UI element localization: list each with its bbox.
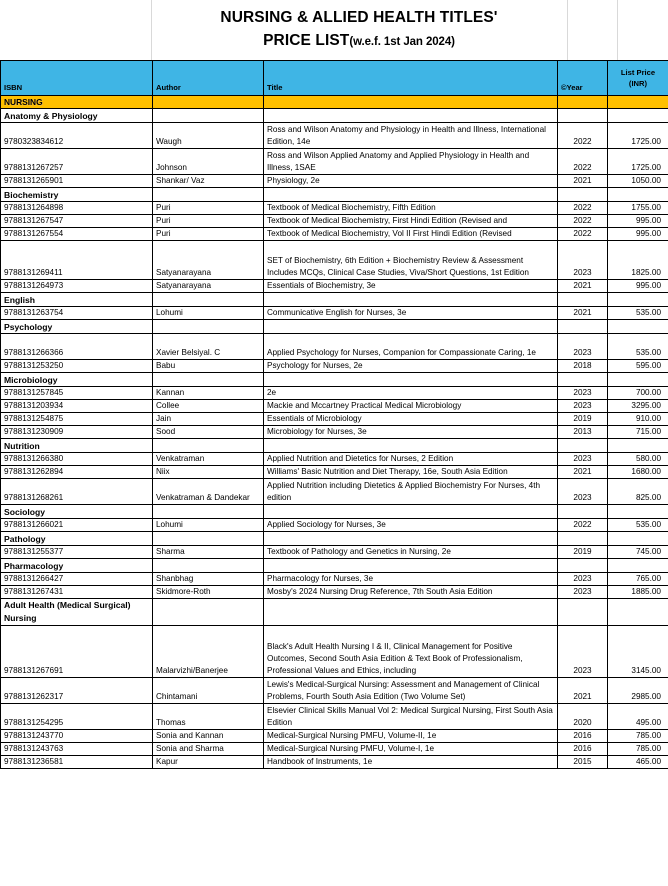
table-body	[1, 96, 668, 769]
row-cell-isbn: 9788131268261	[1, 479, 153, 505]
row-cell-author: Malarvizhi/Banerjee	[153, 626, 264, 678]
category-cell-price	[608, 373, 668, 387]
category-cell-price	[608, 188, 668, 202]
row-cell-year: 2019	[558, 413, 608, 426]
row-cell-year: 2023	[558, 573, 608, 586]
row-cell-price: 700.00	[608, 387, 668, 400]
table-row	[1, 426, 668, 439]
row-cell-price: 3295.00	[608, 400, 668, 413]
table-row	[1, 519, 668, 532]
category-cell-year	[558, 109, 608, 123]
category-label: Adult Health (Medical Surgical) Nursing	[1, 599, 153, 626]
row-cell-author: Puri	[153, 215, 264, 228]
row-cell-year: 2022	[558, 202, 608, 215]
row-cell-price: 3145.00	[608, 626, 668, 678]
row-cell-year: 2022	[558, 123, 608, 149]
row-cell-year: 2022	[558, 149, 608, 175]
row-cell-year: 2021	[558, 466, 608, 479]
category-cell-year	[558, 532, 608, 546]
row-cell-price: 995.00	[608, 280, 668, 293]
category-label: Biochemistry	[1, 188, 153, 202]
row-cell-title: Mosby's 2024 Nursing Drug Reference, 7th South Asia Edition	[264, 586, 558, 599]
row-cell-title: SET of Biochemistry, 6th Edition + Biochemistry Review & Assessment Includes MCQs, Clinical Case Studies, Viva/Short Questions, 1st Edition	[264, 241, 558, 280]
row-cell-author: Sonia and Kannan	[153, 730, 264, 743]
table-row	[1, 704, 668, 730]
row-cell-year: 2023	[558, 387, 608, 400]
row-cell-year: 2022	[558, 228, 608, 241]
row-cell-title: Applied Nutrition and Dietetics for Nurses, 2 Edition	[264, 453, 558, 466]
row-cell-isbn: 9788131267431	[1, 586, 153, 599]
row-cell-isbn: 9788131253250	[1, 360, 153, 373]
table-row	[1, 280, 668, 293]
category-cell-title	[264, 559, 558, 573]
category-cell-year	[558, 599, 608, 626]
row-cell-isbn: 9788131243770	[1, 730, 153, 743]
row-cell-year: 2023	[558, 400, 608, 413]
banner-label: NURSING	[1, 96, 153, 109]
category-cell-author	[153, 505, 264, 519]
table-row	[1, 573, 668, 586]
row-cell-isbn: 9788131236581	[1, 756, 153, 769]
table-row	[1, 123, 668, 149]
category-cell-title	[264, 439, 558, 453]
page-title-effective-date: (w.e.f. 1st Jan 2024)	[349, 36, 455, 48]
row-cell-price: 535.00	[608, 307, 668, 320]
row-cell-isbn: 9780323834612	[1, 123, 153, 149]
row-cell-title: Microbiology for Nurses, 3e	[264, 426, 558, 439]
row-cell-author: Xavier Belsiyal. C	[153, 334, 264, 360]
category-row	[1, 532, 668, 546]
column-header-isbn[interactable]: ISBN	[1, 61, 153, 96]
row-cell-price: 1755.00	[608, 202, 668, 215]
row-cell-title: Williams' Basic Nutrition and Diet Therapy, 16e, South Asia Edition	[264, 466, 558, 479]
row-cell-author: Lohumi	[153, 307, 264, 320]
row-cell-isbn: 9788131243763	[1, 743, 153, 756]
table-row	[1, 387, 668, 400]
row-cell-isbn: 9788131263754	[1, 307, 153, 320]
category-cell-title	[264, 109, 558, 123]
row-cell-price: 910.00	[608, 413, 668, 426]
row-cell-price: 715.00	[608, 426, 668, 439]
category-cell-price	[608, 320, 668, 334]
row-cell-price: 745.00	[608, 546, 668, 559]
row-cell-price: 1825.00	[608, 241, 668, 280]
banner-cell-author	[153, 96, 264, 109]
category-cell-author	[153, 109, 264, 123]
table-row	[1, 228, 668, 241]
table-row	[1, 400, 668, 413]
row-cell-author: Sharma	[153, 546, 264, 559]
column-header-author[interactable]: Author	[153, 61, 264, 96]
row-cell-author: Sonia and Sharma	[153, 743, 264, 756]
row-cell-author: Shanbhag	[153, 573, 264, 586]
row-cell-author: Puri	[153, 228, 264, 241]
category-row	[1, 109, 668, 123]
category-row	[1, 188, 668, 202]
row-cell-isbn: 9788131267554	[1, 228, 153, 241]
row-cell-year: 2022	[558, 519, 608, 532]
row-cell-title: Psychology for Nurses, 2e	[264, 360, 558, 373]
page-title-line1: NURSING & ALLIED HEALTH TITLES'	[220, 9, 498, 26]
page-title-main: PRICE LIST	[263, 32, 350, 49]
banner-cell-title	[264, 96, 558, 109]
row-cell-isbn: 9788131254875	[1, 413, 153, 426]
row-cell-title: Textbook of Pathology and Genetics in Nursing, 2e	[264, 546, 558, 559]
category-cell-year	[558, 293, 608, 307]
row-cell-title: Ross and Wilson Anatomy and Physiology in Health and Illness, International Edition, 14e	[264, 123, 558, 149]
column-header-list-price-line1: List Price	[620, 68, 656, 77]
row-cell-author: Collee	[153, 400, 264, 413]
row-cell-isbn: 9788131264898	[1, 202, 153, 215]
table-row	[1, 743, 668, 756]
category-label: Microbiology	[1, 373, 153, 387]
row-cell-price: 765.00	[608, 573, 668, 586]
row-cell-author: Satyanarayana	[153, 241, 264, 280]
category-cell-price	[608, 293, 668, 307]
column-header-year[interactable]: ©Year	[558, 61, 608, 96]
row-cell-isbn: 9788131267257	[1, 149, 153, 175]
row-cell-title: Applied Nutrition including Dietetics & Applied Biochemistry For Nurses, 4th edition	[264, 479, 558, 505]
row-cell-year: 2023	[558, 453, 608, 466]
row-cell-isbn: 9788131262894	[1, 466, 153, 479]
category-cell-author	[153, 559, 264, 573]
table-row	[1, 334, 668, 360]
category-label: Nutrition	[1, 439, 153, 453]
row-cell-price: 495.00	[608, 704, 668, 730]
row-cell-price: 465.00	[608, 756, 668, 769]
row-cell-isbn: 9788131266366	[1, 334, 153, 360]
row-cell-year: 2016	[558, 743, 608, 756]
row-cell-author: Johnson	[153, 149, 264, 175]
category-row	[1, 320, 668, 334]
category-cell-title	[264, 293, 558, 307]
row-cell-year: 2021	[558, 175, 608, 188]
category-cell-price	[608, 505, 668, 519]
page-title-line2	[263, 29, 455, 54]
title-divider-far-right	[617, 0, 618, 60]
row-cell-year: 2013	[558, 426, 608, 439]
category-cell-author	[153, 320, 264, 334]
row-cell-isbn: 9788131230909	[1, 426, 153, 439]
category-cell-title	[264, 532, 558, 546]
row-cell-title: Pharmacology for Nurses, 3e	[264, 573, 558, 586]
row-cell-price: 1725.00	[608, 123, 668, 149]
table-row	[1, 730, 668, 743]
row-cell-isbn: 9788131254295	[1, 704, 153, 730]
category-cell-price	[608, 532, 668, 546]
category-cell-year	[558, 320, 608, 334]
row-cell-author: Niix	[153, 466, 264, 479]
category-label: Pathology	[1, 532, 153, 546]
category-cell-title	[264, 320, 558, 334]
row-cell-author: Sood	[153, 426, 264, 439]
category-row	[1, 599, 668, 626]
category-cell-title	[264, 599, 558, 626]
category-cell-price	[608, 599, 668, 626]
table-row	[1, 586, 668, 599]
category-row	[1, 505, 668, 519]
row-cell-year: 2021	[558, 307, 608, 320]
row-cell-title: Mackie and Mccartney Practical Medical Microbiology	[264, 400, 558, 413]
title-divider-right	[567, 0, 568, 60]
row-cell-year: 2020	[558, 704, 608, 730]
row-cell-year: 2016	[558, 730, 608, 743]
category-cell-year	[558, 188, 608, 202]
row-cell-title: Physiology, 2e	[264, 175, 558, 188]
row-cell-year: 2023	[558, 241, 608, 280]
row-cell-author: Venkatraman & Dandekar	[153, 479, 264, 505]
category-row	[1, 373, 668, 387]
row-cell-price: 995.00	[608, 228, 668, 241]
row-cell-title: Applied Sociology for Nurses, 3e	[264, 519, 558, 532]
category-cell-author	[153, 439, 264, 453]
row-cell-isbn: 9788131264973	[1, 280, 153, 293]
row-cell-author: Thomas	[153, 704, 264, 730]
category-cell-year	[558, 373, 608, 387]
row-cell-author: Lohumi	[153, 519, 264, 532]
page-title	[151, 0, 567, 60]
row-cell-title: Essentials of Microbiology	[264, 413, 558, 426]
table-row	[1, 241, 668, 280]
table-row	[1, 479, 668, 505]
category-label: Sociology	[1, 505, 153, 519]
table-row	[1, 546, 668, 559]
row-cell-year: 2022	[558, 215, 608, 228]
category-cell-year	[558, 505, 608, 519]
row-cell-year: 2023	[558, 334, 608, 360]
table-row	[1, 149, 668, 175]
row-cell-title: Ross and Wilson Applied Anatomy and Applied Physiology in Health and Illness, 1SAE	[264, 149, 558, 175]
column-header-list-price[interactable]	[608, 61, 668, 96]
row-cell-price: 785.00	[608, 743, 668, 756]
category-row	[1, 293, 668, 307]
row-cell-isbn: 9788131269411	[1, 241, 153, 280]
row-cell-title: Applied Psychology for Nurses, Companion for Compassionate Caring, 1e	[264, 334, 558, 360]
table-row	[1, 307, 668, 320]
row-cell-author: Skidmore-Roth	[153, 586, 264, 599]
row-cell-price: 785.00	[608, 730, 668, 743]
category-cell-title	[264, 188, 558, 202]
row-cell-author: Jain	[153, 413, 264, 426]
category-cell-price	[608, 559, 668, 573]
row-cell-isbn: 9788131255377	[1, 546, 153, 559]
row-cell-year: 2018	[558, 360, 608, 373]
row-cell-price: 535.00	[608, 334, 668, 360]
table-header-row	[1, 61, 668, 96]
row-cell-year: 2021	[558, 280, 608, 293]
column-header-list-price-line2: (INR)	[628, 79, 648, 88]
row-cell-title: Elsevier Clinical Skills Manual Vol 2: Medical Surgical Nursing, First South Asia Edition	[264, 704, 558, 730]
banner-cell-year	[558, 96, 608, 109]
table-row	[1, 756, 668, 769]
category-cell-title	[264, 505, 558, 519]
row-cell-author: Puri	[153, 202, 264, 215]
row-cell-title: Black's Adult Health Nursing I & II, Clinical Management for Positive Outcomes, Second South Asia Edition & Text Book of Professionalism, Professional Values and Ethics, including	[264, 626, 558, 678]
row-cell-author: Chintamani	[153, 678, 264, 704]
row-cell-price: 995.00	[608, 215, 668, 228]
category-cell-year	[558, 559, 608, 573]
category-row	[1, 559, 668, 573]
row-cell-isbn: 9788131266021	[1, 519, 153, 532]
row-cell-year: 2023	[558, 586, 608, 599]
row-cell-year: 2021	[558, 678, 608, 704]
table-row	[1, 626, 668, 678]
table-row	[1, 453, 668, 466]
row-cell-year: 2015	[558, 756, 608, 769]
category-label: Anatomy & Physiology	[1, 109, 153, 123]
row-cell-title: Handbook of Instruments, 1e	[264, 756, 558, 769]
row-cell-title: Essentials of Biochemistry, 3e	[264, 280, 558, 293]
row-cell-price: 1885.00	[608, 586, 668, 599]
row-cell-price: 1050.00	[608, 175, 668, 188]
table-row	[1, 413, 668, 426]
row-cell-isbn: 9788131257845	[1, 387, 153, 400]
row-cell-title: Medical-Surgical Nursing PMFU, Volume-II, 1e	[264, 730, 558, 743]
row-cell-title: Lewis's Medical-Surgical Nursing: Assessment and Management of Clinical Problems, Fourth South Asia Edition (Two Volume Set)	[264, 678, 558, 704]
row-cell-price: 580.00	[608, 453, 668, 466]
row-cell-price: 535.00	[608, 519, 668, 532]
table-row	[1, 360, 668, 373]
row-cell-author: Kapur	[153, 756, 264, 769]
banner-cell-price	[608, 96, 668, 109]
table-row	[1, 202, 668, 215]
row-cell-price: 825.00	[608, 479, 668, 505]
category-cell-price	[608, 109, 668, 123]
category-label: English	[1, 293, 153, 307]
row-cell-title: Medical-Surgical Nursing PMFU, Volume-I, 1e	[264, 743, 558, 756]
row-cell-author: Satyanarayana	[153, 280, 264, 293]
category-cell-author	[153, 188, 264, 202]
row-cell-isbn: 9788131266380	[1, 453, 153, 466]
banner-row-nursing	[1, 96, 668, 109]
row-cell-author: Babu	[153, 360, 264, 373]
row-cell-price: 2985.00	[608, 678, 668, 704]
table-row	[1, 175, 668, 188]
category-cell-author	[153, 293, 264, 307]
category-label: Pharmacology	[1, 559, 153, 573]
category-cell-price	[608, 439, 668, 453]
category-label: Psychology	[1, 320, 153, 334]
row-cell-title: Textbook of Medical Biochemistry, Fifth Edition	[264, 202, 558, 215]
table-row	[1, 678, 668, 704]
document-title-block	[0, 0, 668, 60]
row-cell-isbn: 9788131203934	[1, 400, 153, 413]
row-cell-isbn: 9788131267547	[1, 215, 153, 228]
row-cell-price: 595.00	[608, 360, 668, 373]
price-list-table	[0, 60, 668, 769]
column-header-title[interactable]: Title	[264, 61, 558, 96]
row-cell-year: 2023	[558, 626, 608, 678]
row-cell-title: Communicative English for Nurses, 3e	[264, 307, 558, 320]
category-cell-year	[558, 439, 608, 453]
row-cell-isbn: 9788131266427	[1, 573, 153, 586]
row-cell-title: Textbook of Medical Biochemistry, Vol II First Hindi Edition (Revised	[264, 228, 558, 241]
category-cell-title	[264, 373, 558, 387]
row-cell-isbn: 9788131262317	[1, 678, 153, 704]
table-row	[1, 215, 668, 228]
category-cell-author	[153, 373, 264, 387]
table-row	[1, 466, 668, 479]
row-cell-isbn: 9788131267691	[1, 626, 153, 678]
row-cell-year: 2023	[558, 479, 608, 505]
row-cell-author: Waugh	[153, 123, 264, 149]
row-cell-title: 2e	[264, 387, 558, 400]
row-cell-author: Venkatraman	[153, 453, 264, 466]
row-cell-isbn: 9788131265901	[1, 175, 153, 188]
row-cell-author: Kannan	[153, 387, 264, 400]
row-cell-author: Shankar/ Vaz	[153, 175, 264, 188]
category-cell-author	[153, 599, 264, 626]
row-cell-year: 2019	[558, 546, 608, 559]
row-cell-price: 1680.00	[608, 466, 668, 479]
row-cell-price: 1725.00	[608, 149, 668, 175]
category-cell-author	[153, 532, 264, 546]
row-cell-title: Textbook of Medical Biochemistry, First Hindi Edition (Revised and	[264, 215, 558, 228]
category-row	[1, 439, 668, 453]
